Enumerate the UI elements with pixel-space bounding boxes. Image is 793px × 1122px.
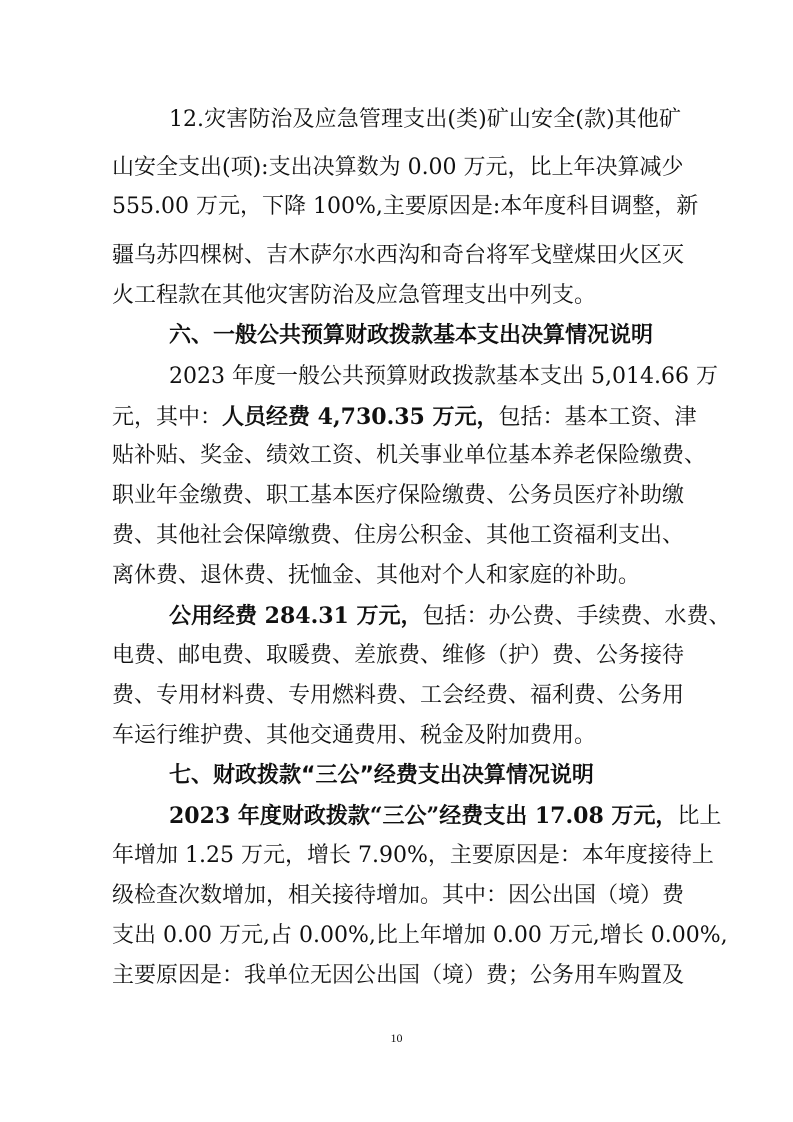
paragraph-line: 贴补贴、奖金、绩效工资、机关事业单位基本养老保险缴费、 <box>112 443 707 468</box>
paragraph-line: 车运行维护费、其他交通费用、税金及附加费用。 <box>112 723 597 748</box>
text-segment: 比上 <box>677 804 722 829</box>
paragraph-line: 12.灾害防治及应急管理支出(类)矿山安全(款)其他矿 <box>169 107 681 132</box>
paragraph-line: 级检查次数增加，相关接待增加。其中：因公出国（境）费 <box>112 883 685 908</box>
paragraph-line: 年增加 1.25 万元，增长 7.90%，主要原因是：本年度接待上 <box>112 843 714 868</box>
paragraph-line: 职业年金缴费、职工基本医疗保险缴费、公务员医疗补助缴 <box>112 483 685 508</box>
bold-amount: 人员经费 4,730.35 万元， <box>222 404 499 430</box>
paragraph-line: 山安全支出(项):支出决算数为 0.00 万元，比上年决算减少 <box>112 155 684 180</box>
text-segment: 包括：办公费、手续费、水费、 <box>422 604 731 629</box>
paragraph-line: 费、专用材料费、专用燃料费、工会经费、福利费、公务用 <box>112 683 685 708</box>
section-heading: 六、一般公共预算财政拨款基本支出决算情况说明 <box>169 323 654 348</box>
text-segment: 元，其中： <box>112 405 223 430</box>
paragraph-line: 支出 0.00 万元,占 0.00%,比上年增加 0.00 万元,增长 0.00%, <box>112 923 728 948</box>
bold-amount: 2023 年度财政拨款“三公”经费支出 17.08 万元， <box>169 803 678 829</box>
text-segment: 包括：基本工资、津 <box>498 405 697 430</box>
section-heading: 七、财政拨款“三公”经费支出决算情况说明 <box>169 763 594 788</box>
page-number: 10 <box>390 1031 403 1045</box>
paragraph-line <box>0 397 697 437</box>
paragraph-line: 电费、邮电费、取暖费、差旅费、维修（护）费、公务接待 <box>112 643 685 668</box>
paragraph-line: 费、其他社会保障缴费、住房公积金、其他工资福利支出、 <box>112 523 685 548</box>
paragraph-line: 疆乌苏四棵树、吉木萨尔水西沟和奇台将军戈壁煤田火区灭 <box>112 243 685 268</box>
paragraph-line: 2023 年度一般公共预算财政拨款基本支出 5,014.66 万 <box>169 364 718 389</box>
paragraph-line <box>0 596 731 636</box>
paragraph-line <box>0 796 722 836</box>
bold-amount: 公用经费 284.31 万元， <box>169 603 423 629</box>
paragraph-line: 主要原因是：我单位无因公出国（境）费；公务用车购置及 <box>112 963 685 988</box>
paragraph-line: 火工程款在其他灾害防治及应急管理支出中列支。 <box>112 283 597 308</box>
paragraph-line: 555.00 万元，下降 100%,主要原因是:本年度科目调整，新 <box>112 194 699 219</box>
paragraph-line: 离休费、退休费、抚恤金、其他对个人和家庭的补助。 <box>112 563 641 588</box>
